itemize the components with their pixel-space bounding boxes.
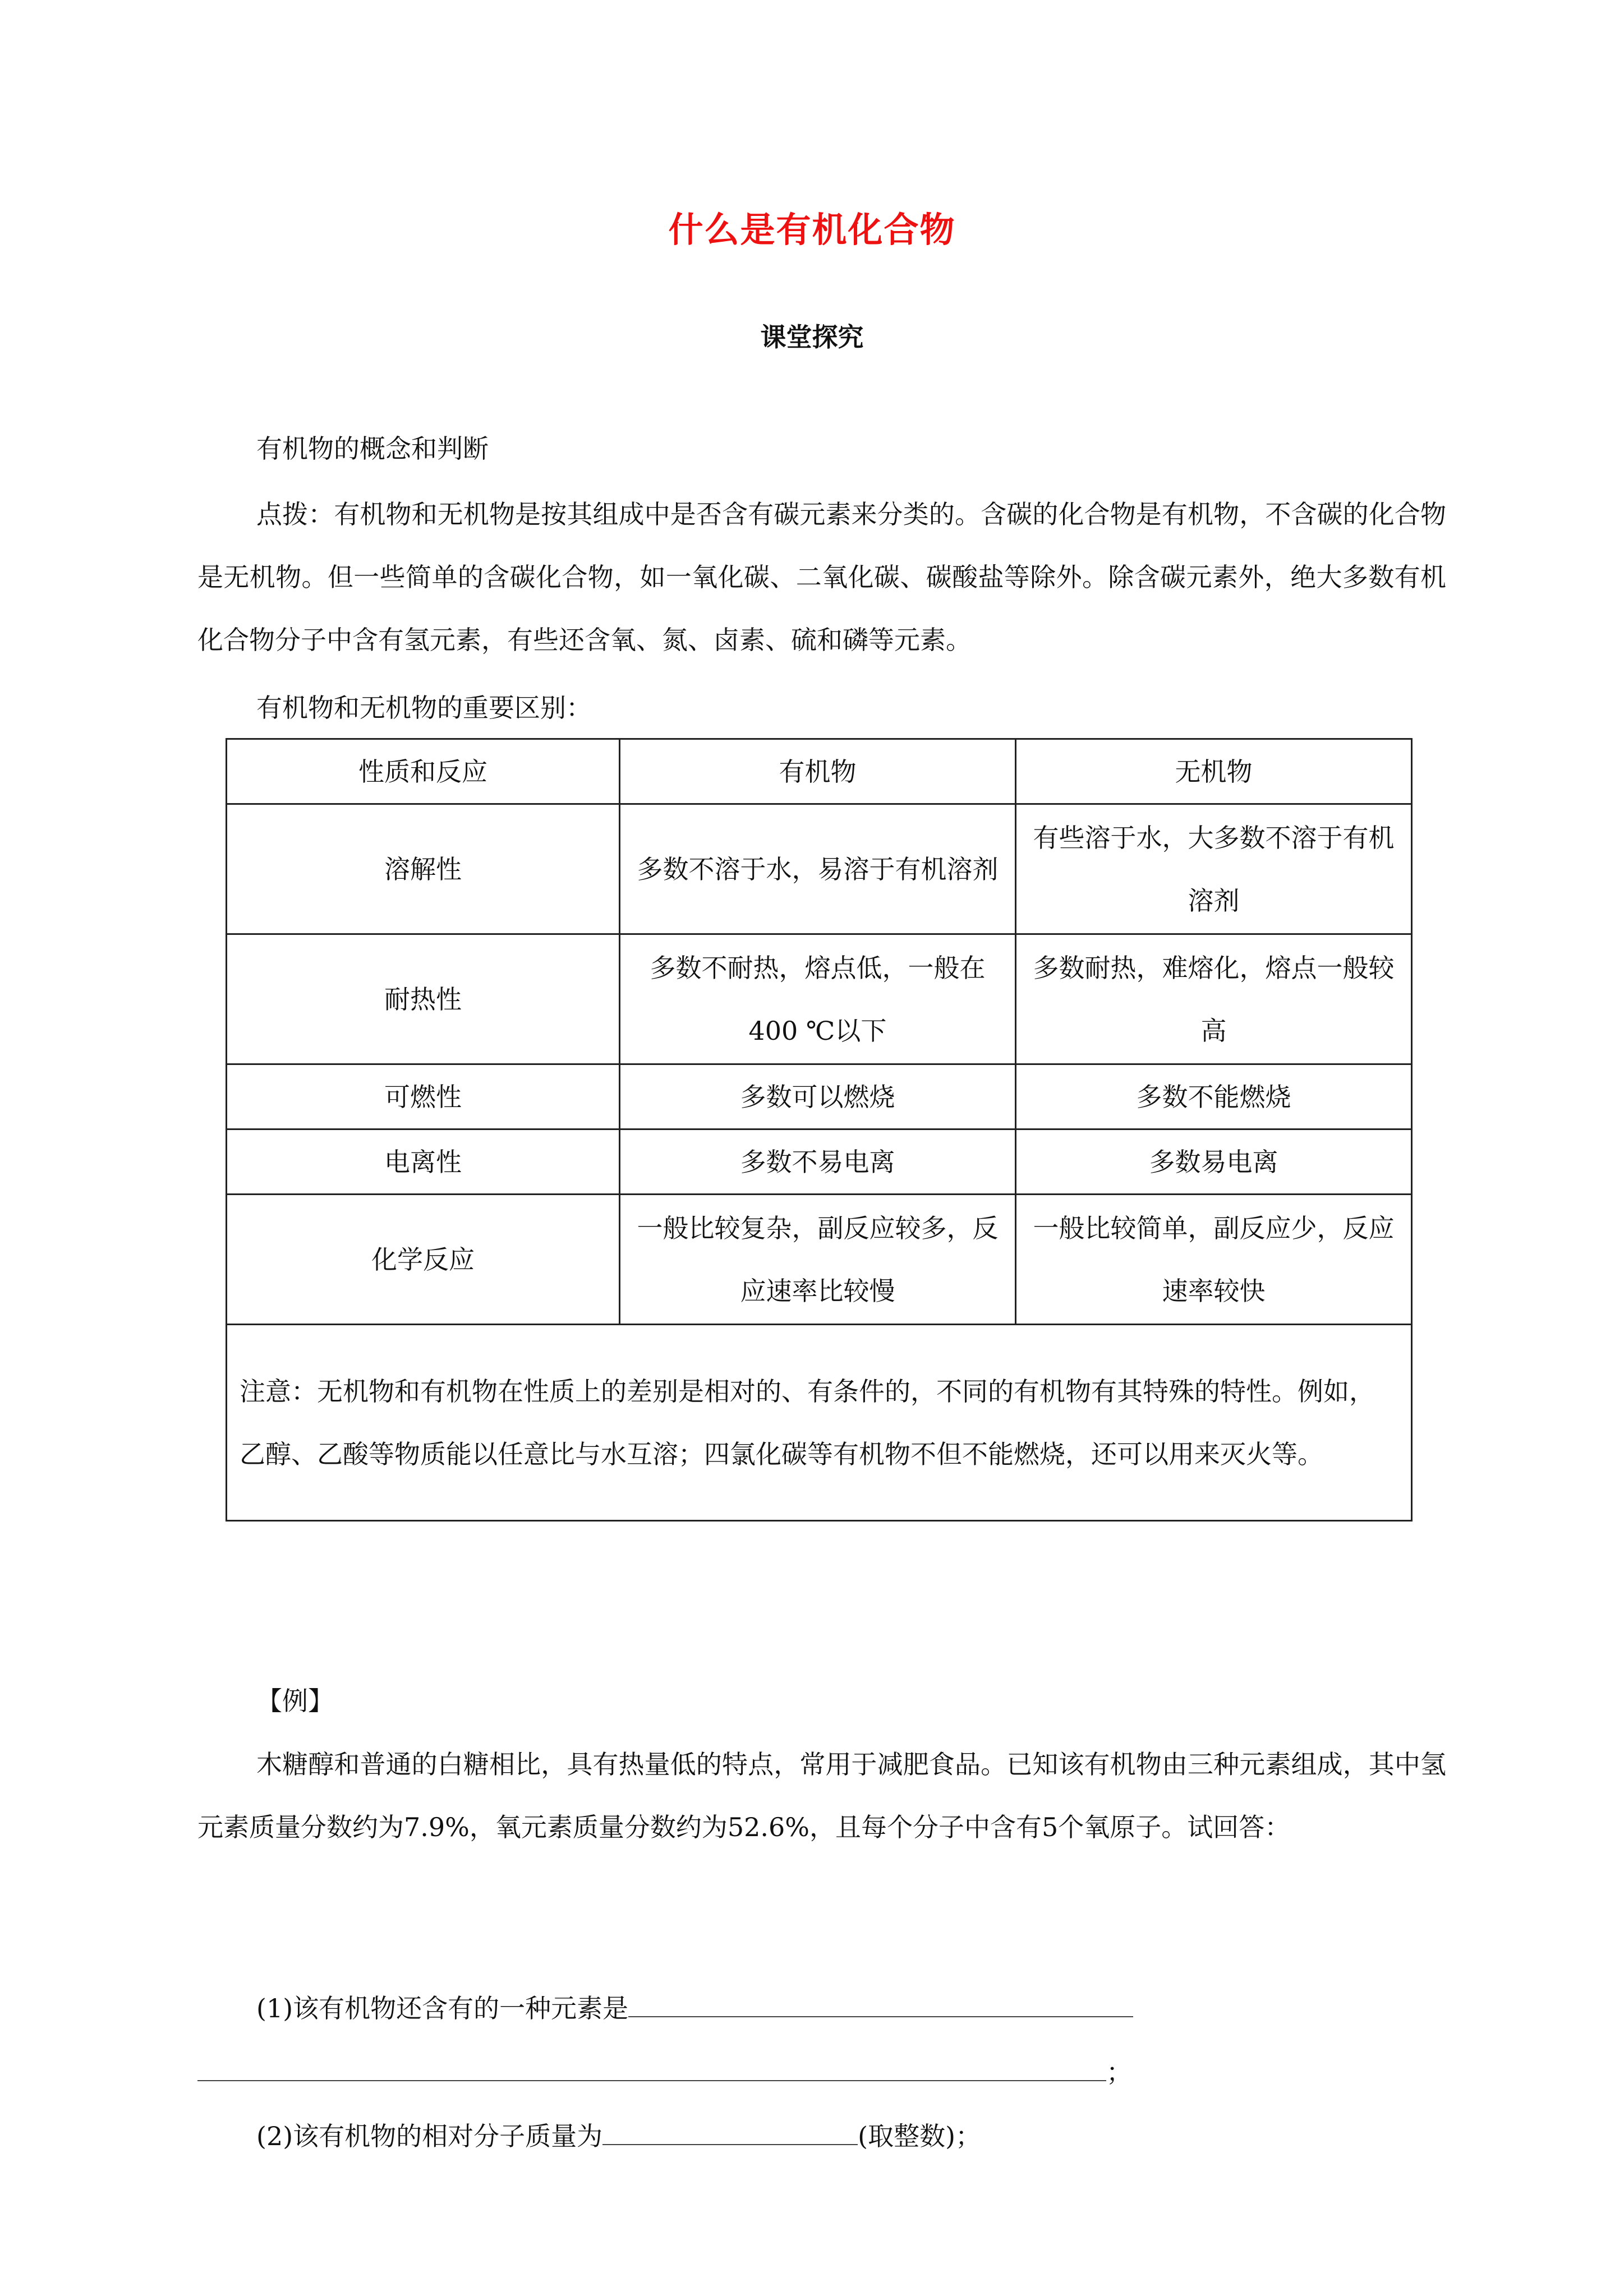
question-2 — [256, 2117, 981, 2152]
example-label: 【例】 — [256, 1686, 334, 1716]
table-note: 注意：无机物和有机物在性质上的差别是相对的、有条件的，不同的有机物有其特殊的特性。例如，乙醇、乙酸等物质能以任意比与水互溶；四氯化碳等有机物不但不能燃烧，还可以用来灭火等。 — [227, 1325, 1412, 1521]
table-cell: 多数易电离 — [1015, 1129, 1411, 1195]
example-text: 木糖醇和普通的白糖相比，具有热量低的特点，常用于减肥食品。已知该有机物由三种元素组成，其中氢元素质量分数约为7.9%，氧元素质量分数约为52.6%，且每个分子中含有5个氧原子。试回答： — [197, 1749, 1446, 1842]
question-1-continued — [197, 2053, 1132, 2088]
table-header-row — [227, 739, 1412, 804]
table-row — [227, 804, 1412, 934]
table-cell: 多数耐热，难熔化，熔点一般较高 — [1015, 934, 1411, 1064]
table-note-row — [227, 1325, 1412, 1521]
table-cell: 多数可以燃烧 — [619, 1064, 1015, 1129]
table-cell: 化学反应 — [227, 1195, 620, 1325]
table-cell: 一般比较简单，副反应少，反应速率较快 — [1015, 1195, 1411, 1325]
table-intro: 有机物和无机物的重要区别： — [256, 693, 592, 723]
answer-blank-2[interactable] — [602, 2117, 858, 2145]
table-cell: 电离性 — [227, 1129, 620, 1195]
comparison-table — [226, 738, 1413, 1522]
table-cell: 可燃性 — [227, 1064, 620, 1129]
table-cell: 溶解性 — [227, 804, 620, 934]
table-header-cell: 无机物 — [1015, 739, 1411, 804]
table-header-cell: 性质和反应 — [227, 739, 620, 804]
page-subtitle: 课堂探究 — [760, 322, 864, 352]
table-row — [227, 934, 1412, 1064]
table-cell: 有些溶于水，大多数不溶于有机溶剂 — [1015, 804, 1411, 934]
table-row — [227, 1195, 1412, 1325]
question-1 — [256, 1989, 1133, 2025]
section-heading: 有机物的概念和判断 — [256, 434, 489, 464]
answer-blank-1b[interactable] — [197, 2053, 1106, 2081]
table-cell: 多数不耐热，熔点低，一般在400 ℃以下 — [619, 934, 1015, 1064]
table-row — [227, 1129, 1412, 1195]
table-cell: 多数不能燃烧 — [1015, 1064, 1411, 1129]
question-1-end: ； — [1106, 2057, 1132, 2087]
table-cell: 多数不溶于水，易溶于有机溶剂 — [619, 804, 1015, 934]
question-1-text: (1)该有机物还含有的一种元素是 — [256, 1993, 629, 2023]
page-title: 什么是有机化合物 — [668, 209, 956, 250]
hint-paragraph: 点拨：有机物和无机物是按其组成中是否含有碳元素来分类的。含碳的化合物是有机物，不含碳的化合物是无机物。但一些简单的含碳化合物，如一氧化碳、二氧化碳、碳酸盐等除外。除含碳元素外，绝大多数有机化合物分子中含有氢元素，有些还含氧、氮、卤素、硫和磷等元素。 — [197, 499, 1446, 655]
table-cell: 耐热性 — [227, 934, 620, 1064]
table-row — [227, 1064, 1412, 1129]
table-header-cell: 有机物 — [619, 739, 1015, 804]
table-cell: 一般比较复杂，副反应较多，反应速率比较慢 — [619, 1195, 1015, 1325]
question-2-text: (2)该有机物的相对分子质量为 — [256, 2121, 603, 2151]
table-cell: 多数不易电离 — [619, 1129, 1015, 1195]
answer-blank-1a[interactable] — [628, 1989, 1133, 2017]
question-2-suffix: (取整数)； — [858, 2121, 982, 2151]
